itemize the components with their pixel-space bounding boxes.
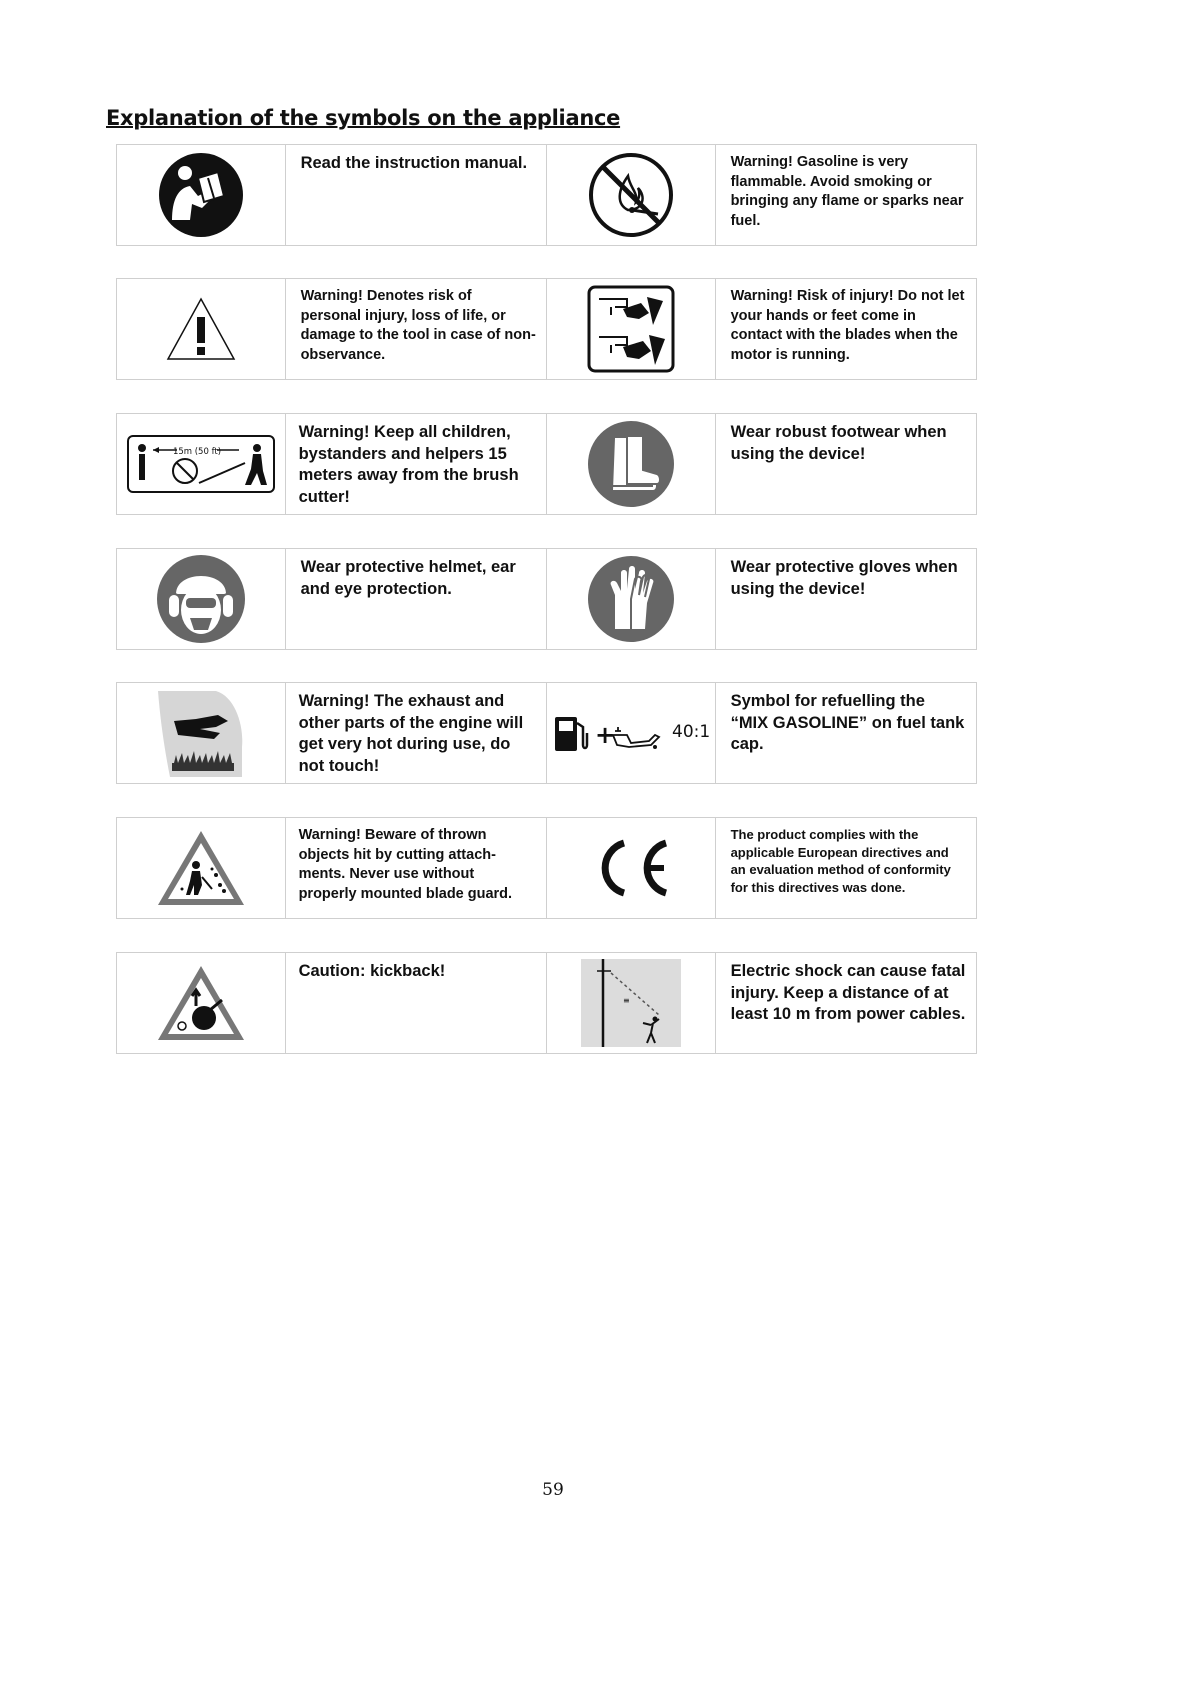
- helmet-ear-eye-icon: [156, 554, 246, 644]
- symbol-row: [116, 413, 977, 515]
- symbol-icon-cell: [547, 414, 716, 514]
- symbol-icon-cell: [117, 818, 286, 918]
- symbol-description: Warning! Keep all children, bystanders and helpers 15 meters away from the brush cutter!: [286, 414, 547, 514]
- symbol-row: [116, 952, 977, 1054]
- symbol-description: Warning! Beware of thrown objects hit by cutting attach-ments. Never use without properly mounted blade guard.: [286, 818, 547, 918]
- symbol-icon-cell: [547, 953, 716, 1053]
- symbol-description: Electric shock can cause fatal injury. Keep a distance of at least 10 m from power cables.: [730, 962, 966, 1023]
- distance-label: 15m (50 ft): [172, 447, 221, 457]
- symbol-icon-cell: [117, 683, 286, 783]
- symbol-icon-cell: [117, 549, 286, 649]
- symbol-icon-cell: [117, 279, 286, 379]
- page-title: Explanation of the symbols on the appliance: [106, 106, 621, 130]
- symbol-row: [116, 278, 977, 380]
- symbol-row: [116, 817, 977, 919]
- symbol-description: Wear protective gloves when using the device!: [730, 558, 958, 598]
- symbol-description: Caution: kickback!: [286, 953, 547, 1053]
- symbol-icon-cell: [547, 683, 716, 783]
- symbol-icon-cell: [547, 145, 716, 245]
- symbol-description: Warning! Gasoline is very flammable. Avoid smoking or bringing any flame or sparks near fuel.: [730, 154, 964, 229]
- symbol-row: [116, 144, 977, 246]
- no-flame-icon: [588, 152, 674, 238]
- symbol-description: Symbol for refuelling the “MIX GASOLINE” on fuel tank cap.: [730, 692, 965, 753]
- hot-surface-icon: [156, 687, 246, 779]
- page-number: 59: [542, 1480, 564, 1500]
- symbol-description: Warning! Denotes risk of personal injury, loss of life, or damage to the tool in case of non-observance.: [286, 279, 547, 379]
- mix-ratio-label: 40:1: [671, 722, 710, 742]
- symbol-description: The product complies with the applicable European directives and an evaluation method of conformity for this directives was done.: [730, 827, 951, 895]
- symbol-row: [116, 548, 977, 650]
- symbol-icon-cell: [117, 414, 286, 514]
- ce-mark-icon: [586, 833, 676, 903]
- svg-text:≡: ≡: [622, 996, 630, 1005]
- hand-foot-blade-icon: [587, 285, 675, 373]
- kickback-icon: [156, 964, 246, 1042]
- symbol-row: [116, 682, 977, 784]
- plus-sign: +: [594, 721, 615, 749]
- symbol-icon-cell: [117, 145, 286, 245]
- symbol-description: Wear robust footwear when using the device!: [730, 423, 947, 463]
- symbol-icon-cell: [547, 818, 716, 918]
- fuel-mix-icon: [551, 711, 711, 755]
- symbol-icon-cell: [547, 279, 716, 379]
- symbol-icon-cell: [117, 953, 286, 1053]
- warning-triangle-icon: [166, 297, 236, 361]
- symbol-description: Wear protective helmet, ear and eye protection.: [286, 549, 547, 649]
- symbol-description: Warning! Risk of injury! Do not let your hands or feet come in contact with the blades when the motor is running.: [730, 288, 965, 363]
- symbol-description: Read the instruction manual.: [286, 145, 547, 245]
- thrown-objects-icon: [156, 829, 246, 907]
- symbol-description: Warning! The exhaust and other parts of the engine will get very hot during use, do not touch!: [286, 683, 547, 783]
- symbol-icon-cell: [547, 549, 716, 649]
- keep-distance-icon: [127, 435, 275, 493]
- read-manual-icon: [158, 152, 244, 238]
- boots-icon: [587, 420, 675, 508]
- power-line-icon: [581, 959, 681, 1047]
- gloves-icon: [587, 555, 675, 643]
